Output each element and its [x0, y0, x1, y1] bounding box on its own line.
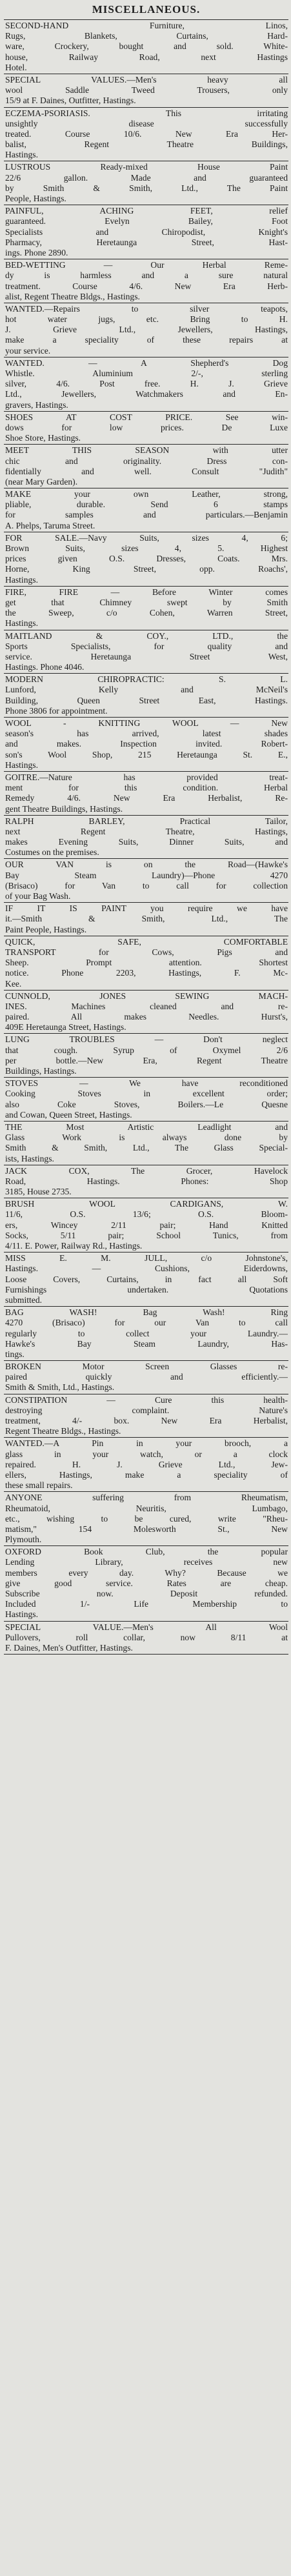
ad-divider — [4, 586, 288, 587]
ad-divider — [4, 1033, 288, 1034]
section-heading: MISCELLANEOUS. — [92, 3, 201, 15]
ad-text-line: GOITRE.—Nature has provided treat- — [5, 772, 288, 782]
ad-divider — [4, 858, 288, 859]
ad-text-line: ware, Crockery, bought and sold. White- — [5, 41, 288, 52]
ad-text-line: MEET THIS SEASON with utter — [5, 445, 288, 456]
ad-divider — [4, 411, 288, 412]
ad-text-line: Included 1/- Life Membership to — [5, 1599, 288, 1609]
ad-text-line: A. Phelps, Taruma Street. — [5, 520, 95, 530]
ad-text-line: treatment, 4/- box. New Era Herbalist, — [5, 1416, 288, 1425]
ad-text-line: Whistle. Aluminium 2/-, sterling — [5, 368, 288, 378]
ad-text-line: (Brisaco) for Van to call for collection — [5, 880, 288, 891]
ad-text-line: Kee. — [5, 978, 22, 989]
ad-text-line: STOVES — We have reconditioned — [5, 1078, 288, 1089]
ad-text-line: gent Theatre Buildings, Hastings. — [5, 803, 123, 814]
ad-divider — [4, 673, 288, 674]
ad-text-line: dows for low prices. De Luxe — [5, 422, 288, 432]
ad-text-line: SECOND-HAND Furniture, Linos, — [5, 21, 288, 30]
classified-ad — [4, 1493, 288, 1545]
ad-text-line: Hastings. — [5, 760, 38, 770]
ad-text-line: RALPH BARLEY, Practical Tailor, — [5, 816, 288, 826]
ad-text-line: your service. — [5, 345, 51, 356]
classified-ad — [4, 903, 288, 935]
ad-divider — [4, 1252, 288, 1253]
ad-text-line: Ltd., Jewellers, Watchmakers and En- — [5, 389, 288, 399]
ad-text-line: etc., wishing to be cured, write "Rheu- — [5, 1513, 288, 1524]
ad-text-line: CONSTIPATION — Cure this health- — [5, 1394, 288, 1405]
ad-text-line: ers, Wincey 2/11 pair; Hand Knitted — [5, 1220, 288, 1230]
ad-text-line: Shoe Store, Hastings. — [5, 433, 81, 443]
ad-text-line: MAITLAND & COY., LTD., the — [5, 630, 288, 641]
ad-text-line: for samples and particulars.—Benjamin — [5, 510, 288, 520]
classified-ad — [4, 587, 288, 629]
ad-text-line: also Coke Stoves, Boilers.—Le Quesne — [5, 1099, 288, 1109]
ad-text-line: Socks, 5/11 pair; School Tunics, from — [5, 1230, 288, 1240]
classified-ads-list — [4, 19, 288, 1655]
ad-text-line: paired quickly and efficiently.— — [5, 1372, 288, 1382]
ad-text-line: Hastings. Phone 4046. — [5, 662, 85, 672]
ad-text-line: Hastings. — [5, 574, 38, 585]
ad-text-line: destroying complaint. Nature's — [5, 1405, 288, 1415]
ad-text-line: OXFORD Book Club, the popular — [5, 1547, 288, 1557]
ad-text-line: SPECIAL VALUES.—Men's heavy all — [5, 74, 288, 85]
ad-text-line: Rheumatoid, Neuritis, Lumbago, — [5, 1503, 288, 1513]
ad-text-line: ECZEMA-PSORIASIS. This irritating — [5, 108, 288, 118]
ad-text-line: make a speciality of these repairs at — [5, 335, 288, 345]
classified-ad — [4, 718, 288, 770]
ad-text-line: Loose Covers, Curtains, in fact all Soft — [5, 1274, 288, 1284]
ad-text-line: Pharmacy, Heretaunga Street, Hast- — [5, 237, 288, 247]
classified-ad — [4, 304, 288, 356]
ad-text-line: treatment. Course 4/6. New Era Herb- — [5, 281, 288, 291]
ad-text-line: paired. All makes Needles. Hurst's, — [5, 1012, 288, 1022]
ad-text-line: Building, Queen Street East, Hastings. — [5, 695, 288, 705]
ad-text-line: SPECIAL VALUE.—Men's All Wool — [5, 1622, 288, 1632]
ad-text-line: Phone 3806 for appointment. — [5, 705, 108, 716]
ad-text-line: hot water jugs, etc. Bring to H. — [5, 314, 288, 325]
classified-ad — [4, 816, 288, 858]
ad-text-line: balist, Regent Theatre Buildings, — [5, 139, 288, 150]
classified-ad — [4, 533, 288, 585]
ad-text-line: Sports Specialists, for quality and — [5, 641, 288, 651]
ad-text-line: Subscribe now. Deposit refunded. — [5, 1589, 288, 1598]
classified-ad — [4, 1395, 288, 1437]
classified-ad — [4, 75, 288, 106]
ad-text-line: BED-WETTING — Our Herbal Reme- — [5, 260, 288, 270]
ad-text-line: house, Railway Road, next Hastings — [5, 52, 288, 62]
ad-divider — [4, 107, 288, 108]
ad-text-line: 3185, House 2735. — [5, 1187, 72, 1197]
ad-divider — [4, 1306, 288, 1307]
ad-text-line: gravers, Hastings. — [5, 399, 68, 410]
ad-text-line: Brown Suits, sizes 4, 5. Highest — [5, 543, 288, 553]
ad-text-line: QUICK, SAFE, COMFORTABLE — [5, 936, 288, 947]
classified-ad — [4, 162, 288, 204]
ad-text-line: by Smith & Smith, Ltd., The Paint — [5, 183, 288, 193]
ad-text-line: PAINFUL, ACHING FEET, relief — [5, 206, 288, 216]
ad-divider — [4, 1077, 288, 1078]
ad-text-line: Lunford, Kelly and McNeil's — [5, 685, 288, 695]
ad-text-line: and Cowan, Queen Street, Hastings. — [5, 1109, 132, 1120]
ad-text-line: INES. Machines cleaned and re- — [5, 1001, 288, 1011]
ad-divider — [4, 1121, 288, 1122]
ad-text-line: OUR VAN is on the Road—(Hawke's — [5, 860, 288, 870]
ad-text-line: FIRE, FIRE — Before Winter comes — [5, 587, 288, 597]
ad-text-line: chic and originality. Dress con- — [5, 456, 288, 466]
ad-text-line: BAG WASH! Bag Wash! Ring — [5, 1307, 288, 1318]
ad-text-line: SHOES AT COST PRICE. See win- — [5, 412, 288, 422]
ad-text-line: Smith & Smith, Ltd., The Glass Special- — [5, 1143, 288, 1153]
ad-text-line: Bay Steam Laundry)—Phone 4270 — [5, 870, 288, 880]
ad-text-line: Remedy 4/6. New Era Herbalist, Re- — [5, 793, 288, 803]
ad-text-line: TRANSPORT for Cows, Pigs and — [5, 947, 288, 957]
ad-text-line: repaired. H. J. Grieve Ltd., Jew- — [5, 1459, 288, 1469]
classified-ad — [4, 1307, 288, 1360]
classified-ad — [4, 412, 288, 444]
ad-text-line: Glass Work is always done by — [5, 1132, 288, 1143]
ad-text-line: IF IT IS PAINT you require we have — [5, 903, 288, 914]
ad-text-line: Paint People, Hastings. — [5, 924, 87, 934]
ad-text-line: ellers, Hastings, make a speciality of — [5, 1469, 288, 1480]
ad-text-line: ists, Hastings. — [5, 1153, 54, 1163]
ad-text-line: prices given O.S. Dresses, Coats. Mrs. — [5, 554, 288, 564]
ad-divider — [4, 815, 288, 816]
ad-text-line: matism," 154 Molesworth St., New — [5, 1524, 288, 1534]
ad-text-line: BROKEN Motor Screen Glasses re- — [5, 1362, 288, 1372]
ad-text-line: of your Bag Wash. — [5, 891, 71, 901]
classified-ad — [4, 1362, 288, 1393]
ad-text-line: season's has arrived, latest shades — [5, 729, 288, 739]
ad-text-line: Pullovers, roll collar, now 8/11 at — [5, 1632, 288, 1642]
ad-divider — [4, 1360, 288, 1361]
ad-text-line: service. Heretaunga Street West, — [5, 651, 288, 661]
ad-text-line: notice. Phone 2203, Hastings, F. Mc- — [5, 968, 288, 978]
classified-ad — [4, 1199, 288, 1251]
classified-ad — [4, 860, 288, 901]
classified-ad — [4, 674, 288, 716]
ad-text-line: next Regent Theatre, Hastings, — [5, 826, 288, 836]
ad-text-line: Costumes on the premises. — [5, 847, 99, 858]
ad-text-line: ANYONE suffering from Rheumatism, — [5, 1493, 288, 1503]
ad-text-line: LUSTROUS Ready-mixed House Paint — [5, 162, 288, 172]
ad-divider — [4, 1654, 288, 1655]
ad-text-line: members every day. Why? Because we — [5, 1567, 288, 1578]
ad-text-line: Plymouth. — [5, 1535, 42, 1545]
ad-text-line: Regent Theatre Bldgs., Hastings. — [5, 1426, 121, 1436]
ad-divider — [4, 1437, 288, 1438]
ad-text-line: per bottle.—New Era, Regent Theatre — [5, 1055, 288, 1065]
ad-text-line: regularly to collect your Laundry.— — [5, 1328, 288, 1338]
classified-ad — [4, 1078, 288, 1120]
ad-text-line: makes Evening Suits, Dinner Suits, and — [5, 837, 288, 847]
ad-text-line: 4270 (Brisaco) for our Van to call — [5, 1318, 288, 1328]
classified-ad — [4, 631, 288, 673]
ad-divider — [4, 444, 288, 445]
classified-ad — [4, 489, 288, 531]
ad-text-line: 11/6, O.S. 13/6; O.S. Bloom- — [5, 1209, 288, 1220]
ad-text-line: WANTED.—Repairs to silver teapots, — [5, 303, 288, 314]
classified-ad — [4, 772, 288, 814]
ad-text-line: 4/11. E. Power, Railway Rd., Hastings. — [5, 1241, 143, 1251]
ad-text-line: LUNG TROUBLES — Don't neglect — [5, 1034, 288, 1045]
ad-divider — [4, 771, 288, 772]
ad-text-line: JACK COX, The Grocer, Havelock — [5, 1165, 288, 1176]
classified-ad — [4, 445, 288, 487]
ad-text-line: these small repairs. — [5, 1480, 73, 1491]
ad-text-line: (near Mary Garden). — [5, 476, 78, 487]
ad-text-line: Hotel. — [5, 62, 27, 72]
ad-text-line: J. Grieve Ltd., Jewellers, Hastings, — [5, 325, 288, 335]
ad-text-line: Horne, King Street, opp. Roachs', — [5, 564, 288, 574]
ad-text-line: pliable, durable. Send 6 stamps — [5, 499, 288, 510]
ad-text-line: CUNNOLD, JONES SEWING MACH- — [5, 991, 288, 1001]
ad-text-line: silver, 4/6. Post free. H. J. Grieve — [5, 379, 288, 389]
ad-divider — [4, 1621, 288, 1622]
ad-text-line: Hastings. — [5, 1609, 38, 1620]
classified-ad — [4, 260, 288, 302]
classified-ad — [4, 21, 288, 73]
ad-text-line: WANTED. — A Shepherd's Dog — [5, 357, 288, 368]
ad-text-line: 22/6 gallon. Made and guaranteed — [5, 172, 288, 183]
classified-ad — [4, 1622, 288, 1654]
ad-text-line: 15/9 at F. Daines, Outfitter, Hastings. — [5, 96, 136, 106]
classified-ad — [4, 1166, 288, 1198]
classified-ad — [4, 937, 288, 989]
ad-text-line: People, Hastings. — [5, 194, 66, 203]
ad-text-line: treated. Course 10/6. New Era Her- — [5, 128, 288, 139]
classified-ad — [4, 1547, 288, 1620]
ad-text-line: Cooking Stoves in excellent order; — [5, 1089, 288, 1099]
ad-text-line: FOR SALE.—Navy Suits, sizes 4, 6; — [5, 532, 288, 543]
ad-text-line: Hawke's Bay Steam Laundry, Has- — [5, 1338, 288, 1349]
classified-ad — [4, 991, 288, 1033]
classified-ad — [4, 358, 288, 410]
ad-text-line: MAKE your own Leather, strong, — [5, 489, 288, 499]
ad-text-line: Road, Hastings. Phones: Shop — [5, 1176, 288, 1186]
ad-text-line: Lending Library, receives new — [5, 1557, 288, 1567]
ad-text-line: Rugs, Blankets, Curtains, Hard- — [5, 31, 288, 41]
ad-text-line: and makes. Inspection invited. Robert- — [5, 739, 288, 749]
ad-text-line: MODERN CHIROPRACTIC: S. L. — [5, 674, 288, 685]
ad-divider — [4, 1545, 288, 1546]
ad-text-line: ment for this condition. Herbal — [5, 783, 288, 793]
ad-text-line: wool Saddle Tweed Trousers, only — [5, 85, 288, 96]
ad-text-line: guaranteed. Evelyn Bailey, Foot — [5, 216, 288, 226]
ad-text-line: Hastings. — [5, 618, 38, 629]
ad-divider — [4, 990, 288, 991]
classified-ad — [4, 206, 288, 258]
ad-text-line: THE Most Artistic Leadlight and — [5, 1122, 288, 1132]
ad-text-line: submitted. — [5, 1294, 43, 1305]
ad-text-line: Specialists and Chiropodist, Knight's — [5, 226, 288, 237]
classified-ad — [4, 108, 288, 161]
ad-text-line: Furnishings undertaken. Quotations — [5, 1284, 288, 1294]
ad-text-line: MISS E. M. JULL, c/o Johnstone's, — [5, 1253, 288, 1263]
ad-text-line: Hastings. — Cushions, Eiderdowns, — [5, 1263, 288, 1274]
ad-text-line: fidentially and well. Consult "Judith" — [5, 466, 288, 476]
ad-text-line: ings. Phone 2890. — [5, 247, 68, 257]
ad-divider — [4, 717, 288, 718]
ad-text-line: Sheep. Prompt attention. Shortest — [5, 958, 288, 968]
ad-text-line: WANTED.—A Pin in your brooch, a — [5, 1438, 288, 1449]
classified-ad — [4, 1438, 288, 1491]
ad-text-line: alist, Regent Theatre Bldgs., Hastings. — [5, 291, 140, 301]
ad-text-line: Hastings. — [5, 150, 38, 160]
ad-text-line: 409E Heretaunga Street, Hastings. — [5, 1022, 126, 1032]
ad-text-line: WOOL - KNITTING WOOL — New — [5, 718, 288, 728]
ad-text-line: son's Wool Shop, 215 Heretaunga St. E., — [5, 749, 288, 760]
ad-text-line: Buildings, Hastings. — [5, 1066, 77, 1076]
ad-text-line: get that Chimney swept by Smith — [5, 597, 288, 607]
ad-text-line: it.—Smith & Smith, Ltd., The — [5, 914, 288, 924]
ad-divider — [4, 1491, 288, 1492]
ad-text-line: unsightly disease successfully — [5, 118, 288, 128]
ad-text-line: Smith & Smith, Ltd., Hastings. — [5, 1382, 115, 1393]
classified-ad — [4, 1122, 288, 1164]
classified-ad — [4, 1253, 288, 1305]
ad-divider — [4, 902, 288, 903]
ad-text-line: the Sweep, c/o Cohen, Warren Street, — [5, 608, 288, 618]
ad-text-line: tings. — [5, 1349, 25, 1359]
classified-ad — [4, 1034, 288, 1076]
ad-text-line: glass in your watch, or a clock — [5, 1449, 288, 1459]
ad-text-line: dy is harmless and a sure natural — [5, 270, 288, 281]
ad-text-line: BRUSH WOOL CARDIGANS, W. — [5, 1199, 288, 1209]
ad-divider — [4, 19, 288, 20]
ad-text-line: F. Daines, Men's Outfitter, Hastings. — [5, 1642, 133, 1653]
ad-text-line: give good service. Rates are cheap. — [5, 1578, 288, 1588]
ad-text-line: that cough. Syrup of Oxymel 2/6 — [5, 1045, 288, 1055]
